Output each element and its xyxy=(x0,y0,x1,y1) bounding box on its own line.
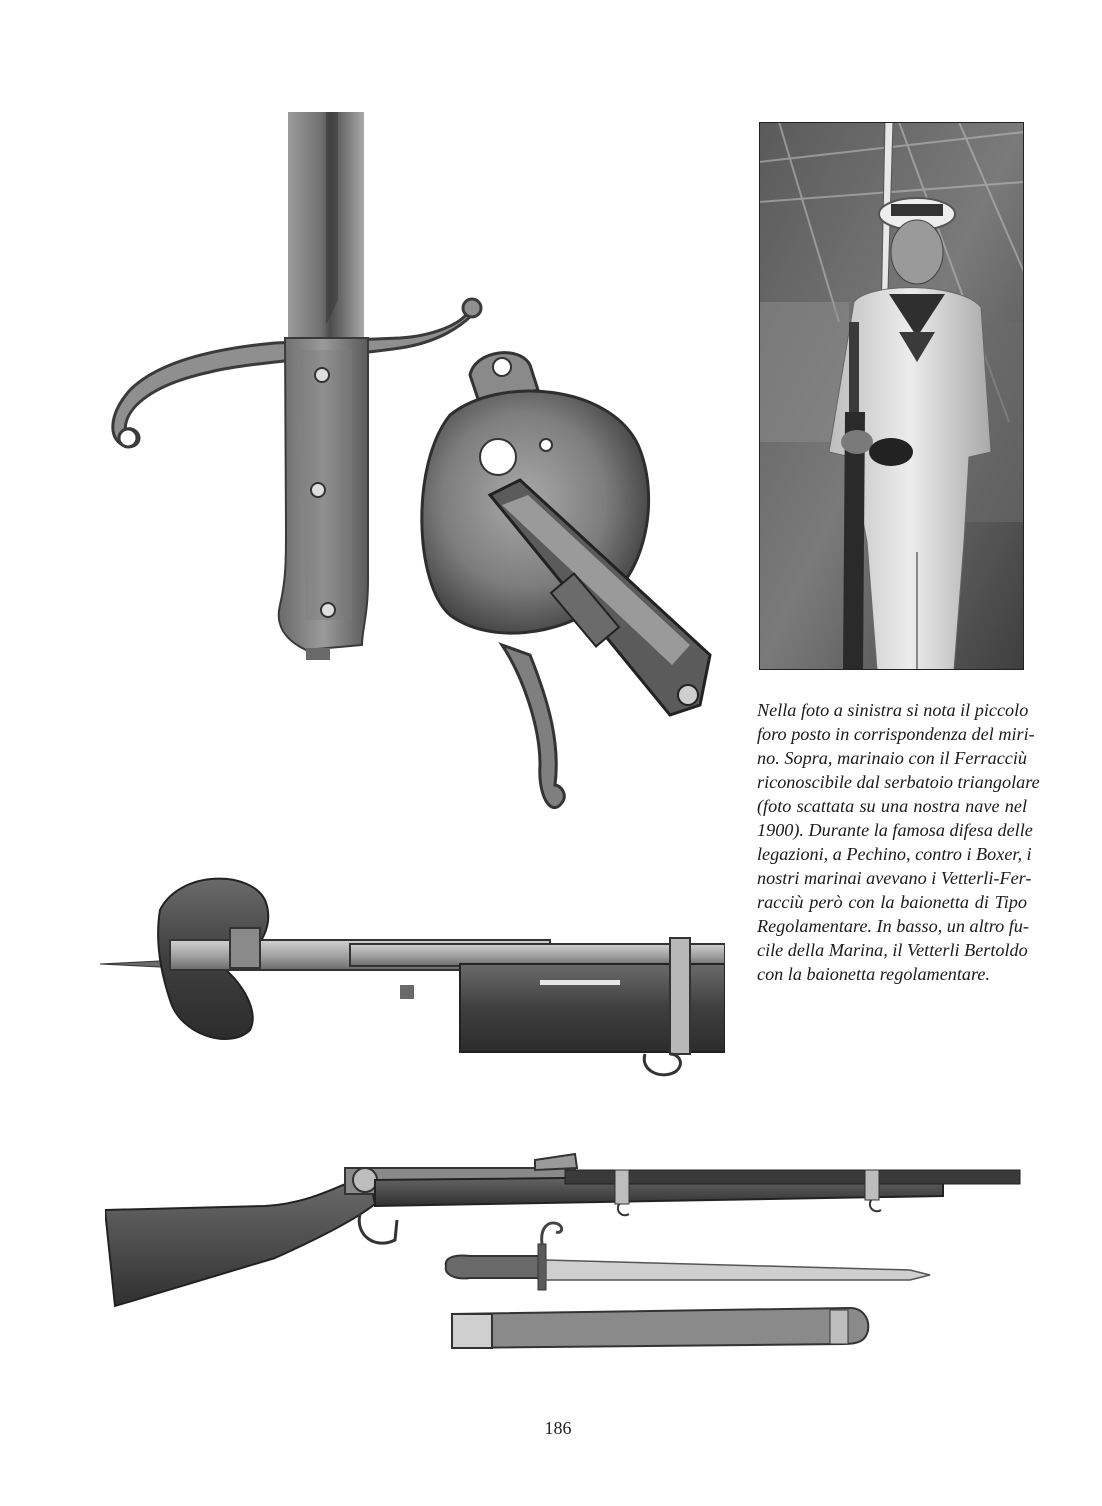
bayonet-and-scabbard-photo xyxy=(440,1218,940,1368)
sight-mount-photo xyxy=(410,345,720,815)
caption-line: Nella foto a sinistra si nota il piccolo xyxy=(757,700,1029,720)
sailor-photograph xyxy=(759,122,1024,670)
caption-line: legazioni, a Pechino, contro i Boxer, i xyxy=(757,844,1032,864)
sailor-photo-illustration xyxy=(759,122,1024,670)
caption-line: cile della Marina, il Vetterli Bertoldo xyxy=(757,940,1028,960)
rifle-stock-shape xyxy=(105,1180,375,1306)
caption-text xyxy=(757,698,1040,986)
caption-line: Regolamentare. In basso, un altro fu- xyxy=(757,916,1029,936)
caption-line: 1900). Durante la famosa difesa delle xyxy=(757,820,1033,840)
fixed-bayonet-illustration xyxy=(100,840,725,1085)
caption-line: racciù però con la baionetta di Tipo xyxy=(757,892,1027,912)
sight-mount-illustration xyxy=(410,345,720,815)
page-number: 186 xyxy=(544,1418,572,1438)
fixed-bayonet-photo xyxy=(100,840,725,1085)
scabbard-shape xyxy=(452,1308,868,1348)
caption-line: foro posto in corrispondenza del miri- xyxy=(757,724,1035,744)
caption-line: (foto scattata su una nostra nave nel xyxy=(757,796,1027,816)
caption-line: riconoscibile dal serbatoio triangolare xyxy=(757,772,1040,792)
caption-line: nostri marinai avevano i Vetterli-Fer- xyxy=(757,868,1032,888)
caption-line: no. Sopra, marinaio con il Ferracciù xyxy=(757,748,1027,768)
caption-line: con la baionetta regolamentare. xyxy=(757,964,991,984)
bayonet-scabbard-illustration xyxy=(440,1218,940,1368)
